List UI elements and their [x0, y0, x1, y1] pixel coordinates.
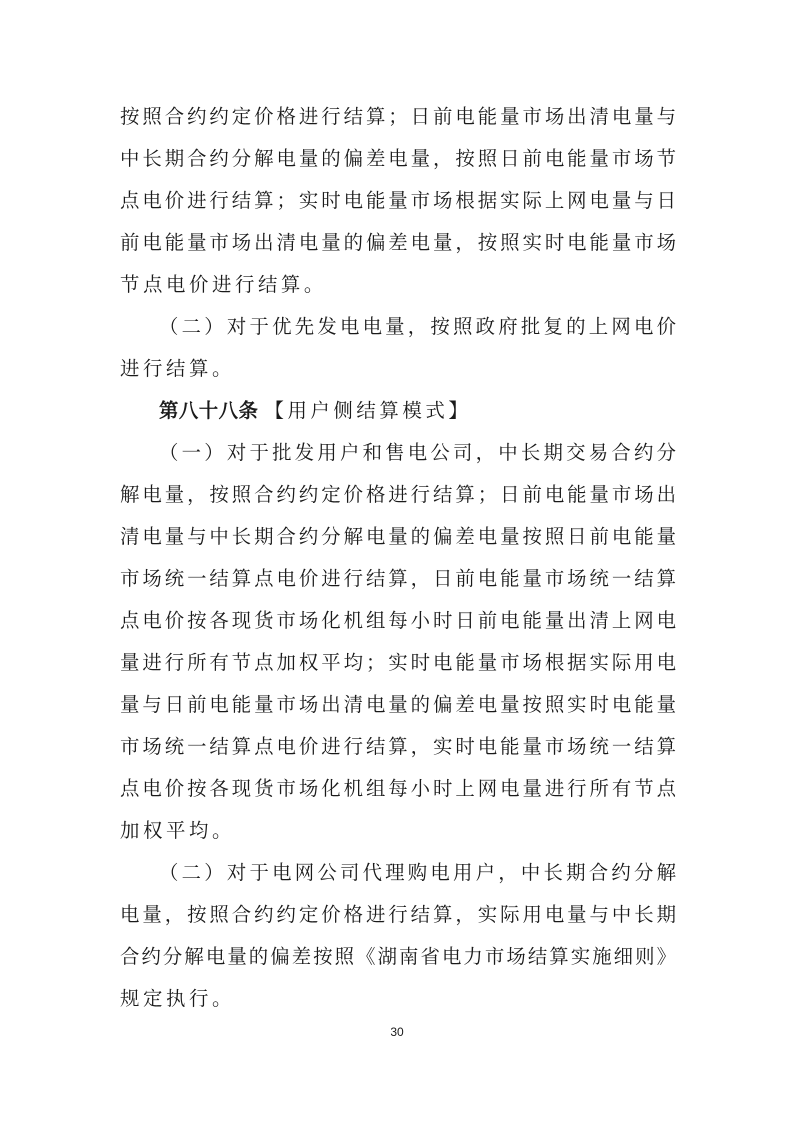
paragraph-line: 量与日前电能量市场出清电量的偏差电量按照实时电能量: [120, 693, 676, 716]
paragraph-line: 进行结算。: [120, 357, 235, 380]
paragraph-line: 加权平均。: [120, 819, 235, 842]
paragraph-line: （二）对于电网公司代理购电用户，中长期合约分解: [159, 861, 676, 884]
paragraph-line: 前电能量市场出清电量的偏差电量，按照实时电能量市场: [120, 231, 676, 254]
paragraph-line: 市场统一结算点电价进行结算，日前电能量市场统一结算: [120, 567, 676, 590]
paragraph-line: 节点电价进行结算。: [120, 273, 327, 296]
page-number: 30: [390, 1025, 404, 1039]
paragraph-line: 点电价按各现货市场化机组每小时上网电量进行所有节点: [120, 777, 676, 800]
paragraph-line: 量进行所有节点加权平均；实时电能量市场根据实际用电: [120, 651, 676, 674]
paragraph-line: 电量，按照合约约定价格进行结算，实际用电量与中长期: [120, 903, 676, 926]
paragraph-line: 点电价进行结算；实时电能量市场根据实际上网电量与日: [120, 189, 676, 212]
paragraph-line: 中长期合约分解电量的偏差电量，按照日前电能量市场节: [120, 147, 676, 170]
paragraph-line: （二）对于优先发电电量，按照政府批复的上网电价: [159, 315, 676, 338]
article-number: 第八十八条: [159, 399, 259, 422]
article-heading: [159, 390, 471, 431]
article-title: 【用户侧结算模式】: [264, 399, 472, 422]
paragraph-line: 按照合约约定价格进行结算；日前电能量市场出清电量与: [120, 105, 676, 128]
paragraph-line: 合约分解电量的偏差按照《湖南省电力市场结算实施细则》: [120, 945, 676, 968]
paragraph-line: 解电量，按照合约约定价格进行结算；日前电能量市场出: [120, 483, 676, 506]
paragraph-line: 点电价按各现货市场化机组每小时日前电能量出清上网电: [120, 609, 676, 632]
paragraph-line: 清电量与中长期合约分解电量的偏差电量按照日前电能量: [120, 525, 676, 548]
paragraph-line: 市场统一结算点电价进行结算，实时电能量市场统一结算: [120, 735, 676, 758]
paragraph-line: 规定执行。: [120, 987, 235, 1010]
paragraph-line: （一）对于批发用户和售电公司，中长期交易合约分: [159, 441, 676, 464]
